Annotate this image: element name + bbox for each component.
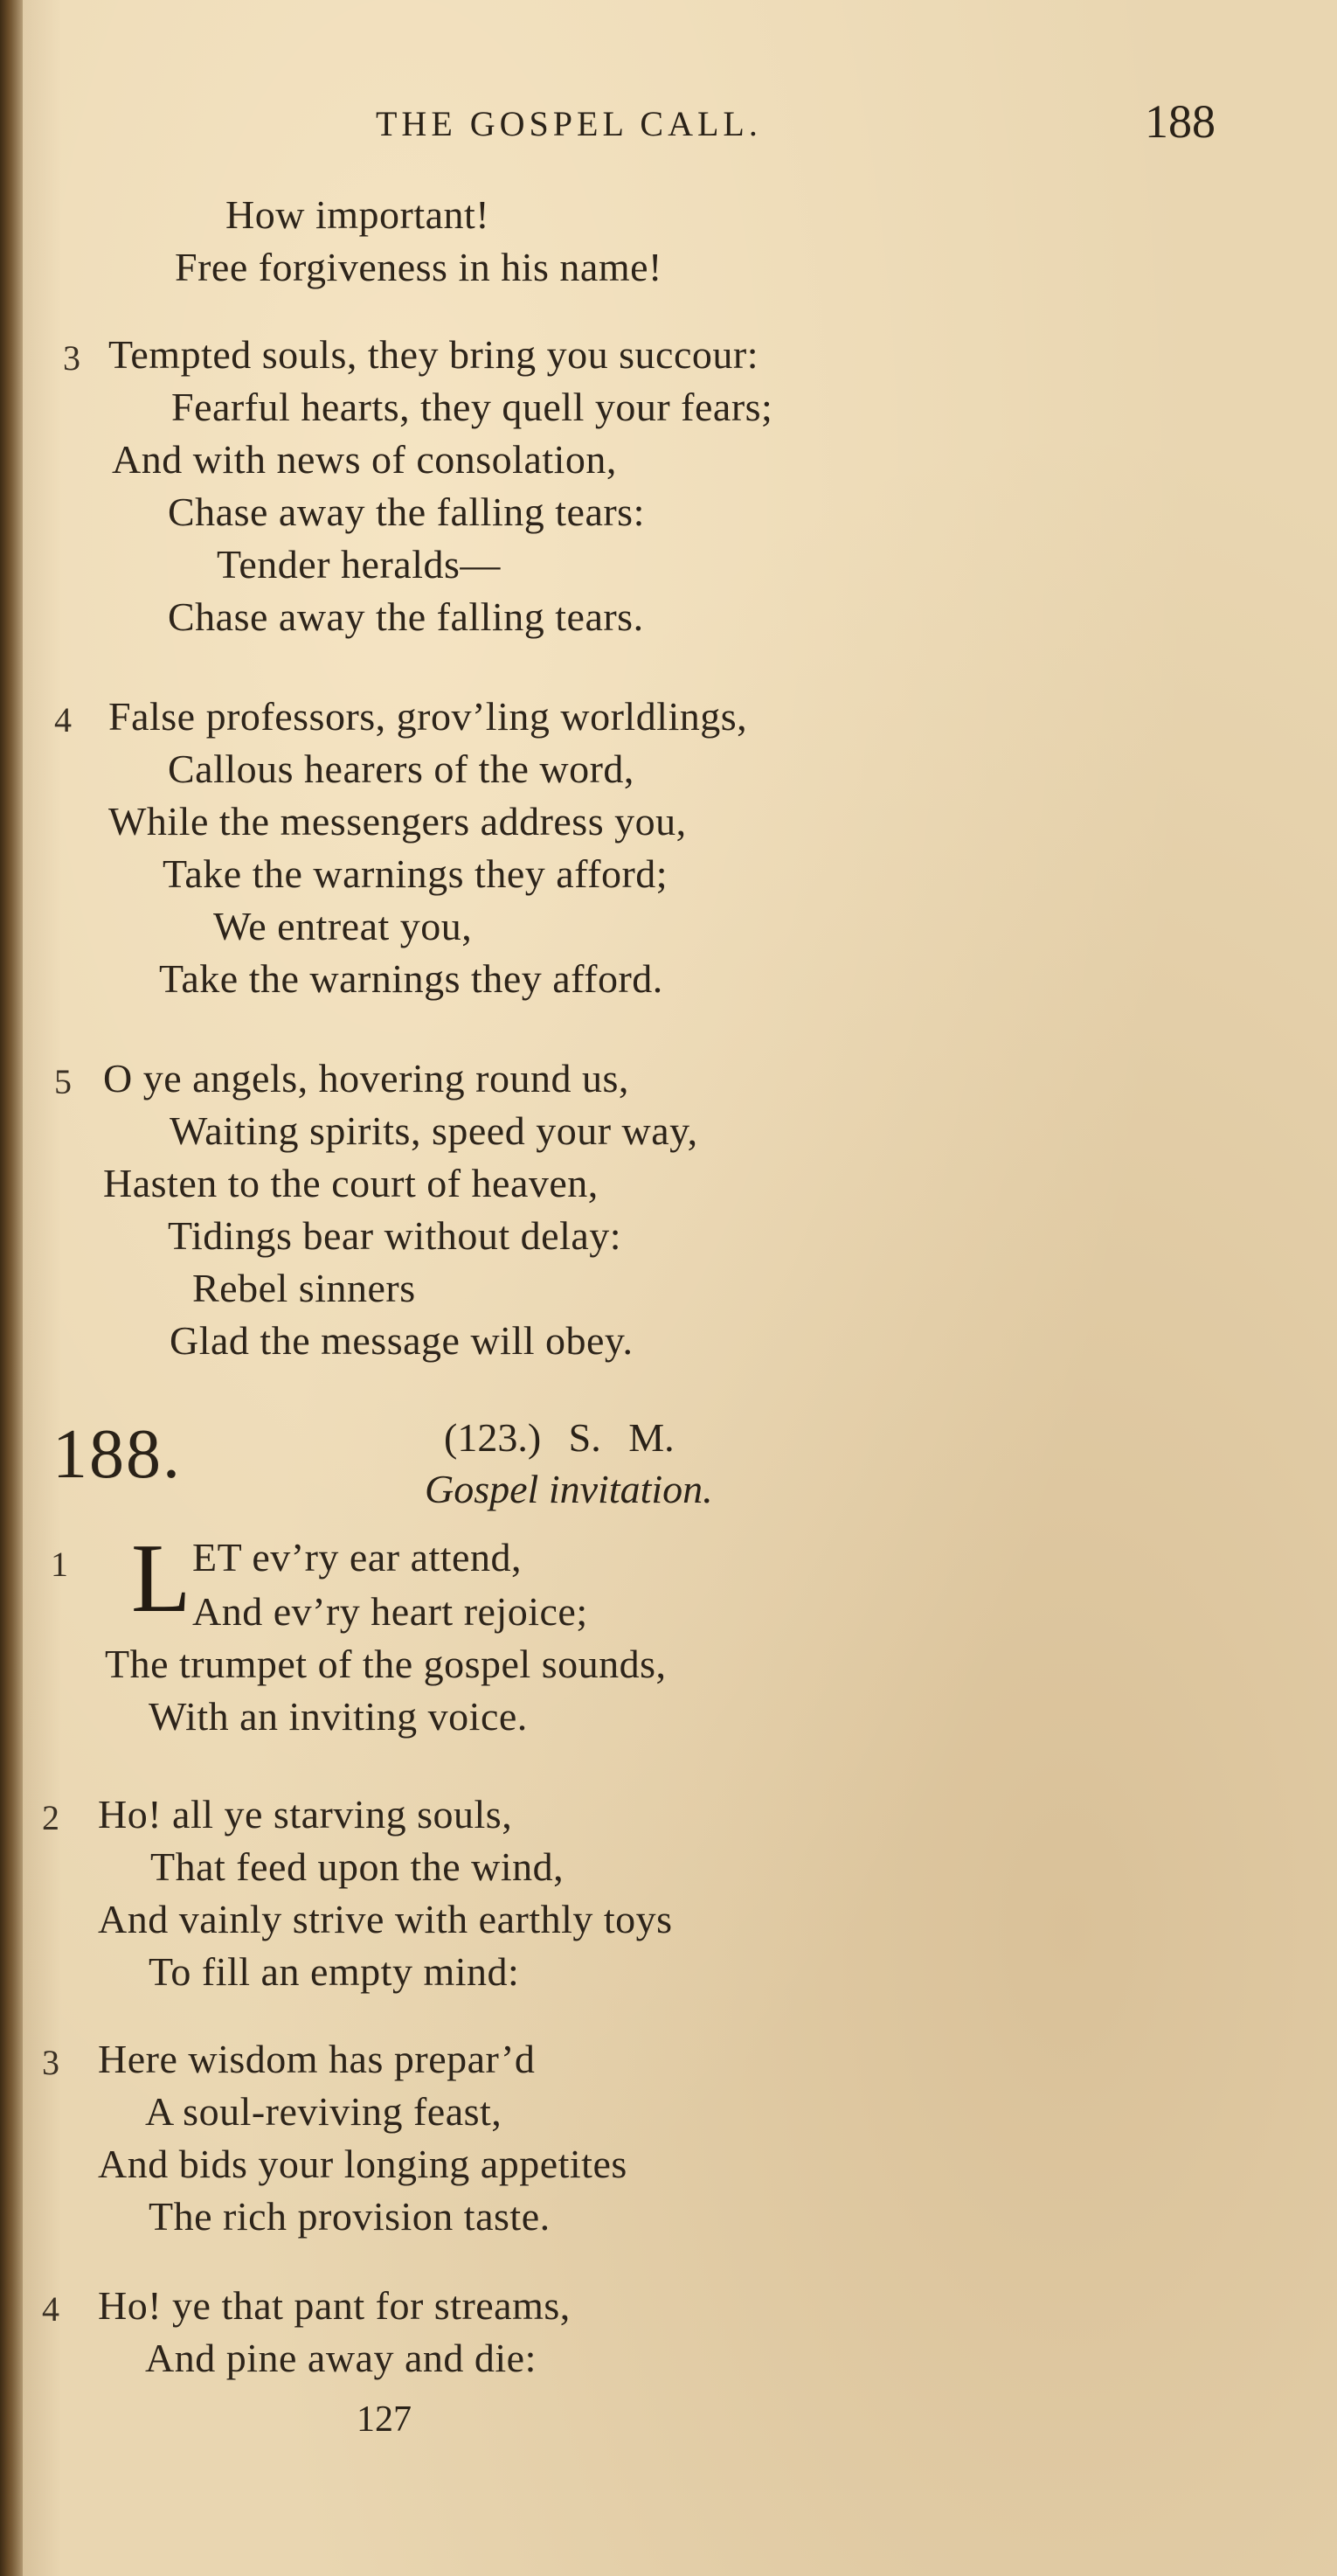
verse-line: Callous hearers of the word,	[168, 746, 634, 791]
verse-line: False professors, grov’ling worldlings,	[108, 694, 748, 739]
verse-line: Hasten to the court of heaven,	[103, 1161, 599, 1205]
verse-line: And pine away and die:	[145, 2336, 537, 2380]
hymn-number: 188.	[52, 1416, 182, 1493]
page-binding-edge	[0, 0, 23, 2576]
verse-line: Here wisdom has prepar’d	[98, 2037, 536, 2081]
verse-line: The rich provision taste.	[149, 2194, 551, 2239]
verse-line: That feed upon the wind,	[150, 1844, 565, 1889]
verse-line: Fearful hearts, they quell your fears;	[171, 385, 773, 429]
verse-line: Tidings bear without delay:	[168, 1213, 622, 1258]
verse-line: To fill an empty mind:	[149, 1949, 520, 1994]
continuation-line: How important!	[225, 192, 490, 237]
verse-number: 2	[42, 1798, 59, 1837]
verse-line: We entreat you,	[213, 904, 473, 948]
continuation-line: Free forgiveness in his name!	[175, 245, 662, 289]
signature-mark: 127	[357, 2399, 412, 2440]
verse-line: And bids your longing appetites	[98, 2142, 627, 2186]
verse-line: Take the warnings they afford;	[163, 851, 668, 896]
verse-line: And vainly strive with earthly toys	[98, 1897, 673, 1941]
verse-number: 3	[42, 2043, 59, 2082]
verse-line: And ev’ry heart rejoice;	[192, 1589, 588, 1634]
verse-line: ET ev’ry ear attend,	[192, 1535, 522, 1580]
verse-line: Take the warnings they afford.	[159, 956, 663, 1001]
verse-line: Waiting spirits, speed your way,	[170, 1108, 698, 1153]
verse-line: And with news of consolation,	[112, 437, 617, 482]
hymn-title: Gospel invitation.	[425, 1467, 713, 1511]
verse-line: Tender heralds—	[217, 542, 501, 587]
verse-line: The trumpet of the gospel sounds,	[105, 1642, 667, 1686]
verse-line: O ye angels, hovering round us,	[103, 1056, 629, 1101]
verse-line: With an inviting voice.	[149, 1694, 528, 1739]
hymn-reference-meter: (123.) S. M.	[444, 1415, 675, 1460]
verse-line: A soul-reviving feast,	[145, 2089, 502, 2134]
verse-line: Tempted souls, they bring you succour:	[108, 332, 759, 377]
verse-number: 4	[54, 700, 72, 739]
verse-line: Chase away the falling tears:	[168, 490, 645, 534]
verse-line: Ho! ye that pant for streams,	[98, 2283, 571, 2328]
running-header-title: THE GOSPEL CALL.	[376, 104, 762, 143]
verse-line: Rebel sinners	[192, 1266, 416, 1310]
verse-line: While the messengers address you,	[108, 799, 687, 844]
verse-number: 3	[63, 338, 80, 378]
verse-number: 1	[51, 1545, 68, 1584]
verse-line: Ho! all ye starving souls,	[98, 1792, 513, 1837]
verse-number: 4	[42, 2289, 59, 2329]
verse-number: 5	[54, 1062, 72, 1101]
drop-cap-letter: L	[131, 1524, 191, 1633]
verse-line: Chase away the falling tears.	[168, 594, 644, 639]
verse-line: Glad the message will obey.	[170, 1318, 634, 1363]
page-number: 188	[1145, 95, 1216, 148]
